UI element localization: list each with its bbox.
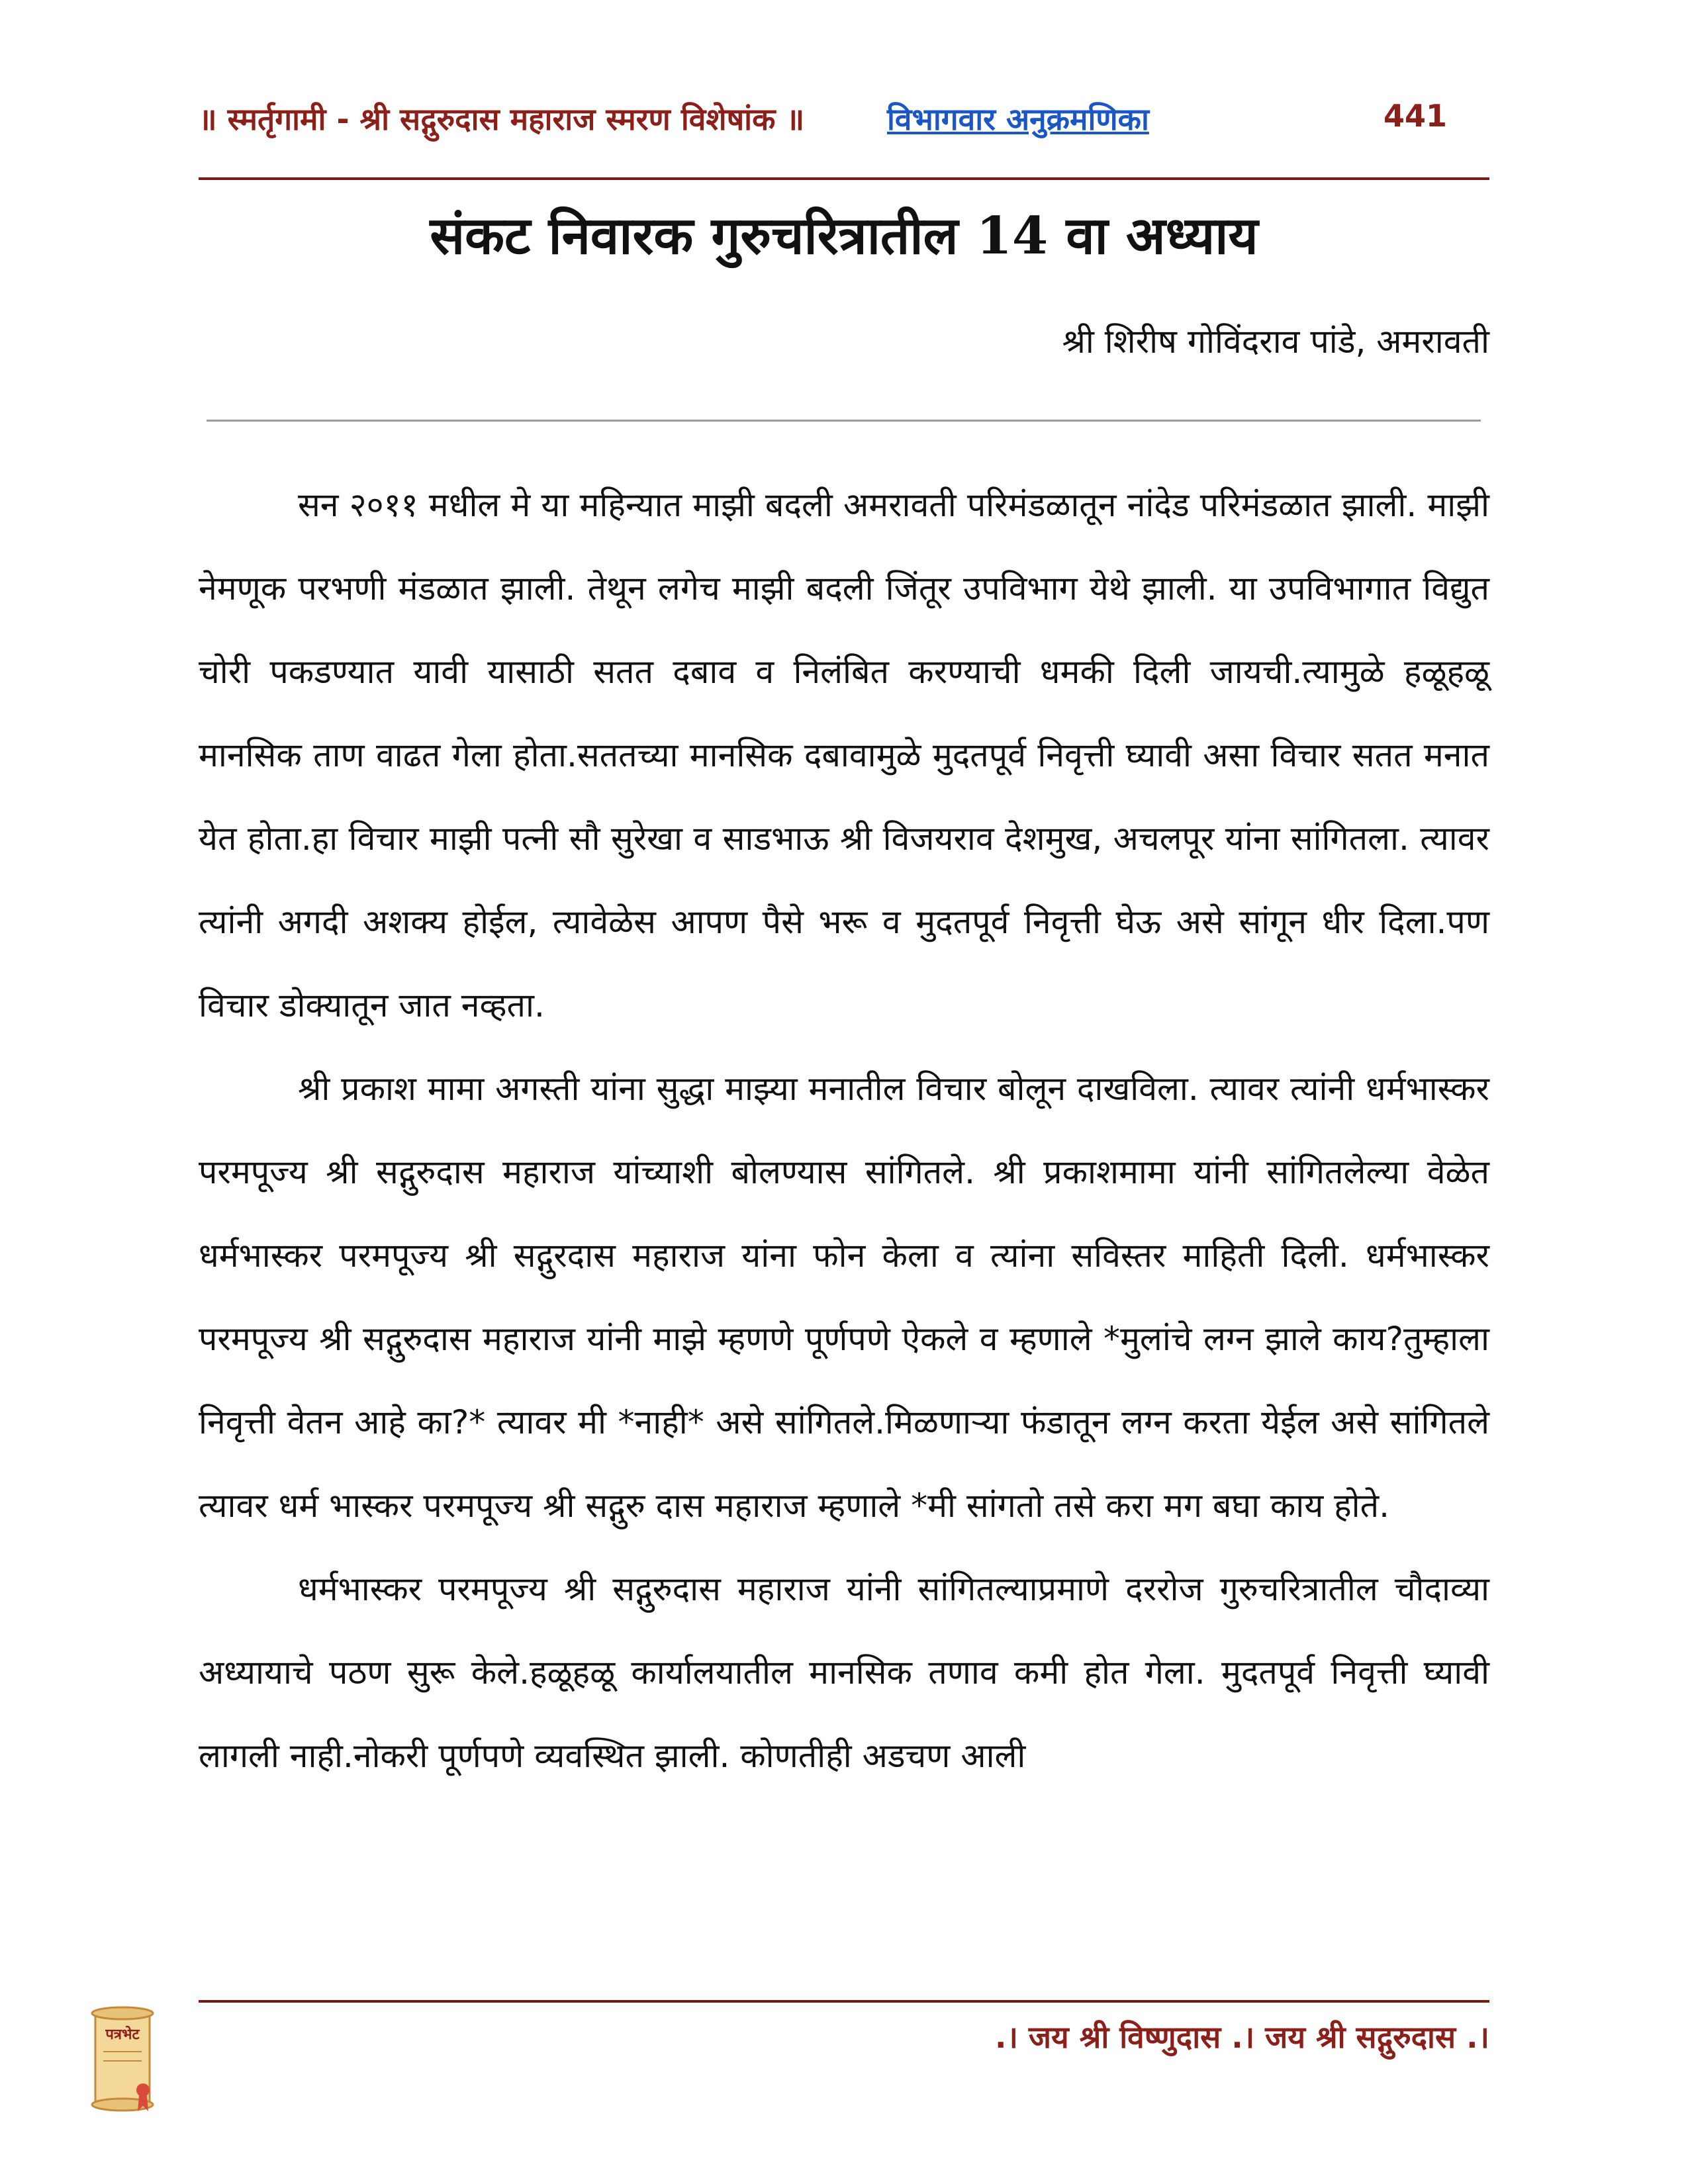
section-index-link[interactable]: विभागवार अनुक्रमणिका (887, 101, 1149, 137)
paragraph-2: श्री प्रकाश मामा अगस्ती यांना सुद्धा माझ्या मनातील विचार बोलून दाखविला. त्यावर त्यांनी धर्मभास्कर परमपूज्य श्री सद्गुरुदास महाराज यांच्याशी बोलण्यास सांगितले. श्री प्रकाशमामा यांनी सांगितलेल्या वेळेत धर्मभास्कर परमपूज्य श्री सद्गुरदास महाराज यांना फोन केला व त्यांना सविस्तर माहिती दिली. धर्मभास्कर परमपूज्य श्री सद्गुरुदास महाराज यांनी माझे म्हणणे पूर्णपणे ऐकले व म्हणाले *मुलांचे लग्न झाले काय?तुम्हाला निवृत्ती वेतन आहे का?* त्यावर मी *नाही* असे सांगितले.मिळणाऱ्या फंडातून लग्न करता येईल असे सांगितले त्यावर धर्म भास्कर परमपूज्य श्री सद्गुरु दास महाराज म्हणाले *मी सांगतो तसे करा मग बघा काय होते. (199, 1069, 1489, 1525)
article-title: संकट निवारक गुरुचरित्रातील 14 वा अध्याय (430, 206, 1258, 266)
paragraph-1: सन २०११ मधील मे या महिन्यात माझी बदली अमरावती परिमंडळातून नांदेड परिमंडळात झाली. माझी नेमणूक परभणी मंडळात झाली. तेथून लगेच माझी बदली जिंतूर उपविभाग येथे झाली. या उपविभागात विद्युत चोरी पकडण्यात यावी यासाठी सतत दबाव व निलंबित करण्याची धमकी दिली जायची.त्यामुळे हळूहळू मानसिक ताण वाढत गेला होता.सततच्या मानसिक दबावामुळे मुदतपूर्व निवृत्ती घ्यावी असा विचार सतत मनात येत होता.हा विचार माझी पत्नी सौ सुरेखा व साडभाऊ श्री विजयराव देशमुख, अचलपूर यांना सांगितला. त्यावर त्यांनी अगदी अशक्य होईल, त्यावेळेस आपण पैसे भरू व मुदतपूर्व निवृत्ती घेऊ असे सांगून धीर दिला.पण विचार डोक्यातून जात नव्हता. (199, 486, 1489, 1024)
page-header (199, 98, 1456, 151)
article-author: श्री शिरीष गोविंदराव पांडे, अमरावती (1062, 322, 1489, 361)
page-number: 441 (1383, 98, 1448, 134)
footer-divider (199, 2000, 1489, 2003)
paragraph-3: धर्मभास्कर परमपूज्य श्री सद्गुरुदास महाराज यांनी सांगितल्याप्रमाणे दररोज गुरुचरित्रातील चौदाव्या अध्यायाचे पठण सुरू केले.हळूहळू कार्यालयातील मानसिक तणाव कमी होत गेला. मुदतपूर्व निवृत्ती घ्यावी लागली नाही.नोकरी पूर्णपणे व्यवस्थित झाली. कोणतीही अडचण आली (199, 1570, 1489, 1775)
header-divider (199, 177, 1489, 180)
title-divider (207, 420, 1481, 422)
article-body (199, 463, 1489, 1797)
scroll-icon (86, 2005, 159, 2118)
magazine-title: ॥ स्मर्तृगामी - श्री सद्गुरुदास महाराज स्मरण विशेषांक ॥ (199, 101, 804, 137)
badge-label: पत्रभेट (105, 2026, 140, 2043)
footer-chant: .। जय श्री विष्णुदास .। जय श्री सद्गुरुदास .। (995, 2019, 1489, 2055)
